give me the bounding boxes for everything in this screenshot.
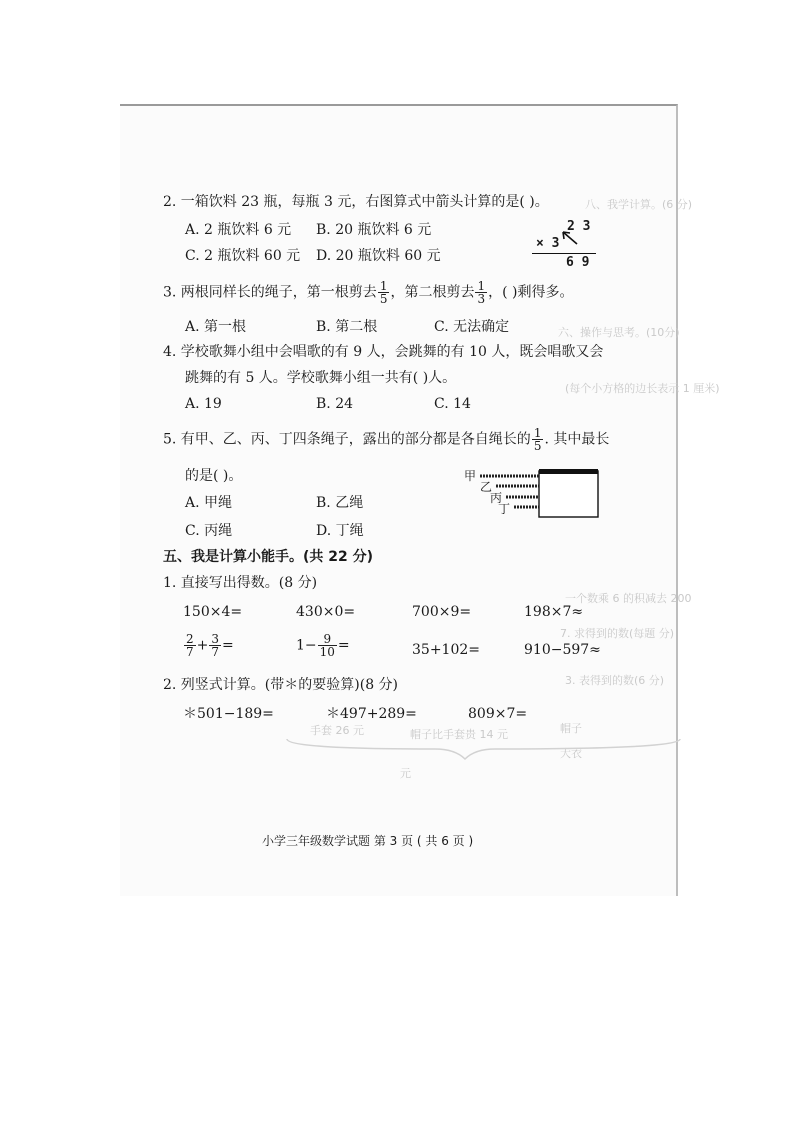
q3-text: 3. 两根同样长的绳子，第一根剪去 [163,284,377,301]
fraction-denominator: 7 [211,645,220,659]
q2-option-a: A. 2 瓶饮料 6 元 [185,222,292,238]
fraction-denominator: 7 [186,645,194,659]
bleed-text: 帽子 [560,722,582,735]
q3-text: ，( )剩得多。 [488,284,574,301]
fraction-numerator: 9 [318,633,337,646]
bleed-text: 帽子比手套贵 14 元 [410,728,508,741]
vertical-top: 2 3 [567,219,591,234]
fraction-denominator: 5 [379,292,388,306]
q2-option-c: C. 2 瓶饮料 60 元 [185,248,301,264]
fraction-numerator: 1 [379,279,388,293]
bleed-text: 3. 表得到的数(6 分) [565,674,665,687]
q5-option-c: C. 丙绳 [185,523,233,539]
arrow-icon [555,226,585,248]
fraction-numerator: 1 [477,279,486,293]
bleed-text: 元 [400,767,411,780]
q3-text: ，第二根剪去 [390,284,475,301]
calc-item-fraction [296,633,350,658]
equals: = [222,637,234,654]
q5-text: . 其中最长 [544,431,610,448]
q3-option-c: C. 无法确定 [434,319,510,335]
fraction [532,427,544,452]
bleed-text: 一个数乘 6 的积减去 200 [565,592,692,605]
bleed-text: 八、我学计算。(6 分) [585,198,693,211]
bleed-brace [285,735,685,765]
fraction-numerator: 1 [533,426,542,440]
operator: 1− [296,637,317,654]
q3-option-a: A. 第一根 [185,319,247,335]
question-3-stem [163,280,573,305]
rope-label: 乙 [480,480,493,494]
q4-option-a: A. 19 [185,396,222,412]
rope-label: 甲 [464,469,477,483]
fraction-denominator: 5 [533,439,542,453]
question-4-line1: 4. 学校歌舞小组中会唱歌的有 9 人，会跳舞的有 10 人，既会唱歌又会 [163,344,604,360]
vertical-calc-item: 809×7= [468,706,528,722]
fraction-denominator: 3 [477,292,486,306]
equals: = [337,637,350,654]
q5-option-d: D. 丁绳 [316,523,364,539]
q2-option-b: B. 20 瓶饮料 6 元 [316,222,432,238]
rope-label: 丁 [498,502,511,516]
q2-option-d: D. 20 瓶饮料 60 元 [316,248,441,264]
vertical-calc-item: ＊501−189= [183,706,274,722]
vertical-line [532,253,596,254]
rope-label: 丙 [490,491,503,505]
question-4-line2: 跳舞的有 5 人。学校歌舞小组一共有( )人。 [185,370,457,386]
calc-item: 150×4= [183,604,243,620]
fraction-numerator: 3 [211,632,220,646]
fraction-numerator: 2 [186,632,194,646]
q5-text: 5. 有甲、乙、丙、丁四条绳子，露出的部分都是各自绳长的 [163,431,531,448]
fraction [318,633,337,658]
fraction [184,633,196,658]
question-2-stem: 2. 一箱饮料 23 瓶，每瓶 3 元，右图算式中箭头计算的是( )。 [163,194,549,210]
calc-item-fraction [183,633,234,658]
calc-item: 198×7≈ [524,604,584,620]
fraction [209,633,221,658]
question-5-line2: 的是( )。 [185,468,243,484]
bleed-text: 7. 求得到的数(每题 分) [560,627,675,640]
vertical-result: 6 9 [566,255,590,270]
fraction [475,280,487,305]
vertical-multiplier: × 3 [536,236,560,251]
calc-item: 430×0= [296,604,356,620]
bleed-text: 手套 26 元 [310,724,364,737]
q3-option-b: B. 第二根 [316,319,378,335]
operator: + [196,637,209,654]
q5-option-b: B. 乙绳 [316,495,364,511]
fraction [378,280,390,305]
question-5-stem [163,427,609,452]
fraction-denominator: 10 [319,645,335,659]
calc-item: 700×9= [412,604,472,620]
bleed-text: (每个小方格的边长表示 1 厘米) [565,382,720,395]
bleed-text: 大衣 [560,747,582,760]
calc-item: 35+102= [412,642,480,658]
q4-option-c: C. 14 [434,396,471,412]
vertical-calc-item: ＊497+289= [326,706,417,722]
q4-option-b: B. 24 [316,396,354,412]
calc-item: 910−597≈ [524,642,601,658]
bleed-text: 六、操作与思考。(10分) [558,326,680,339]
part-2-title: 2. 列竖式计算。(带＊的要验算)(8 分) [163,677,399,693]
section-title: 五、我是计算小能手。(共 22 分) [163,549,374,565]
part-1-title: 1. 直接写出得数。(8 分) [163,575,318,591]
q5-option-a: A. 甲绳 [185,495,233,511]
page-footer: 小学三年级数学试题 第 3 页 ( 共 6 页 ) [262,834,474,848]
